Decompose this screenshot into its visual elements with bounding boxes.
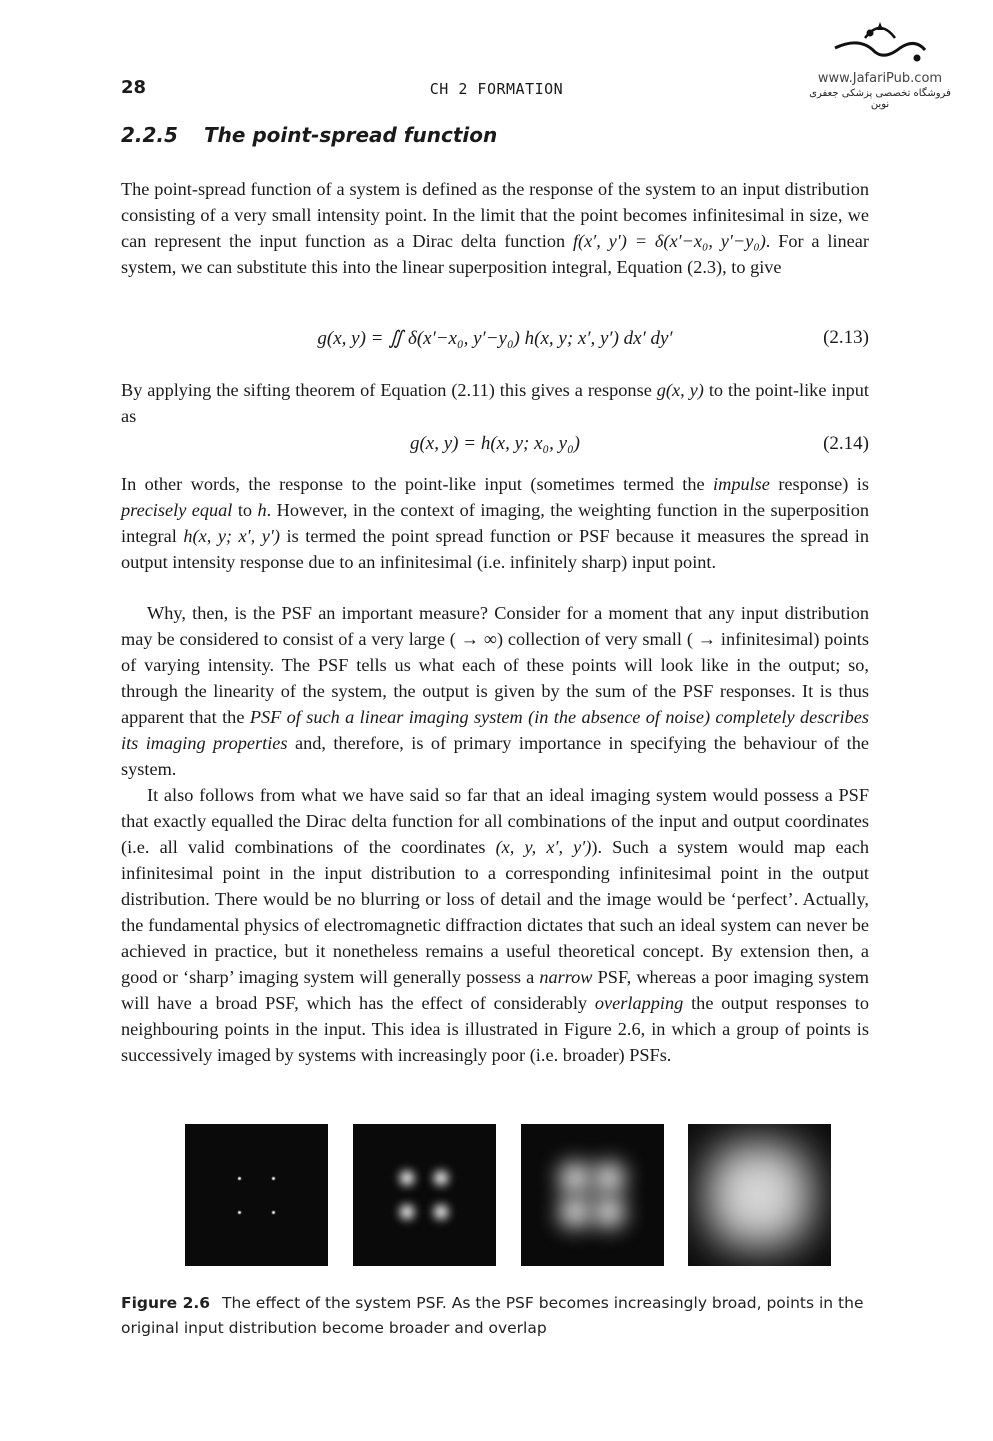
figure-label: Figure 2.6 <box>121 1294 211 1312</box>
psf-point <box>560 1197 591 1228</box>
section-number: 2.2.5 <box>121 123 178 147</box>
italic-text: PSF of such a linear imaging system (in the absence of noise) completely describes its imaging properties <box>121 707 869 753</box>
italic-text: precisely equal <box>121 500 233 520</box>
equation-number: (2.13) <box>823 327 869 348</box>
psf-point <box>594 1163 625 1194</box>
figure-caption <box>121 1291 869 1341</box>
equation-number: (2.14) <box>823 433 869 454</box>
psf-point <box>594 1197 625 1228</box>
text-segment: and, therefore, is of primary importance in specifying the behaviour of the system. <box>121 733 870 779</box>
paragraph-text <box>121 782 869 1068</box>
section-heading <box>121 123 497 147</box>
page-number: 28 <box>121 77 147 98</box>
equation-2-14 <box>121 433 869 463</box>
italic-text: narrow <box>539 967 593 987</box>
italic-text: impulse <box>713 474 770 494</box>
text-segment: It also follows from what we have said so far that an ideal imaging system would possess a PSF that exactly equalled the Dirac delta function for all combinations of the input and output coordinates (i.e. all valid combinations of the coordinates <box>121 785 869 857</box>
publisher-watermark <box>800 18 960 110</box>
italic-text: f(x′, y′) = δ(x′−x₀, y′−y₀) <box>572 231 766 251</box>
text-segment: In other words, the response to the point-like input (sometimes termed the <box>121 474 714 494</box>
psf-figure-panel-4 <box>688 1124 831 1266</box>
psf-point <box>238 1211 241 1214</box>
paragraph-3 <box>121 471 869 575</box>
paragraph-text <box>121 377 869 429</box>
text-segment: response) is <box>769 474 870 494</box>
paragraph-text <box>121 600 869 782</box>
text-segment: Why, then, is the PSF an important measure? Consider for a moment that any input distribution may be considered to consist of a very large ( → ∞) collection of very small ( → infinitesimal) points of varying intensity. The PSF tells us what each of these points will look like in the output; so, through the linearity of the system, the output is given by the sum of the PSF responses. It is thus apparent that the <box>121 603 869 727</box>
watermark-url: www.JafariPub.com <box>817 71 943 86</box>
psf-point <box>400 1171 413 1184</box>
equation-formula: g(x, y) = ∬ δ(x′−x₀, y′−y₀) h(x, y; x′, y′) dx′ dy′ <box>317 328 673 349</box>
italic-text: (x, y, x′, y′) <box>495 837 592 857</box>
paragraph-text <box>121 176 869 280</box>
psf-point <box>434 1171 447 1184</box>
psf-point <box>272 1177 275 1180</box>
watermark-tagline: فروشگاه تخصصی پزشکی جعفری نوین <box>809 88 951 110</box>
paragraph-1 <box>121 176 869 280</box>
text-segment: PSF, whereas a poor imaging system will have a broad PSF, which has the effect of considerably <box>121 967 869 1013</box>
psf-point <box>272 1211 275 1214</box>
psf-point <box>434 1205 447 1218</box>
psf-figure-panel-2 <box>353 1124 496 1266</box>
psf-point <box>743 1179 809 1245</box>
text-segment: the output responses to neighbouring points in the input. This idea is illustrated in Figure 2.6, in which a group of points is successively imaged by systems with increasingly poor (i.e. broader) PSFs. <box>121 993 869 1065</box>
text-segment: . For a linear system, we can substitute this into the linear superposition integral, Equation (2.3), to give <box>121 231 870 277</box>
text-segment: The point-spread function of a system is defined as the response of the system to an input distribution consisting of a very small intensity point. In the limit that the point becomes infinitesimal in size, we can represent the input function as a Dirac delta function <box>121 179 869 251</box>
psf-figure-panel-1 <box>185 1124 328 1266</box>
text-segment: to <box>232 500 258 520</box>
text-segment: . However, in the context of imaging, the weighting function in the superposition integral <box>121 500 869 546</box>
text-segment: is termed the point spread function or PSF because it measures the spread in output intensity response due to an infinitesimal (i.e. infinitely sharp) input point. <box>121 526 869 572</box>
psf-point <box>560 1163 591 1194</box>
paragraph-5 <box>121 782 869 1068</box>
equation-formula: g(x, y) = h(x, y; x₀, y₀) <box>409 433 581 454</box>
psf-figure-panel-3 <box>521 1124 664 1266</box>
equation-2-13 <box>121 327 869 357</box>
text-segment: By applying the sifting theorem of Equation (2.11) this gives a response <box>121 380 657 400</box>
italic-text: h <box>257 500 267 520</box>
text-segment: ). Such a system would map each infinitesimal point in the input distribution to a corresponding infinitesimal point in the output distribution. There would be no blurring or loss of detail and the image would be ‘perfect’. Actually, the fundamental physics of electromagnetic diffraction dictates that such an ideal system can never be achieved in practice, but it nonetheless remains a useful theoretical concept. By extension then, a good or ‘sharp’ imaging system will generally possess a <box>121 837 869 987</box>
paragraph-4 <box>121 600 869 782</box>
publisher-logo-icon <box>825 18 935 66</box>
psf-point <box>400 1205 413 1218</box>
paragraph-2 <box>121 377 869 429</box>
text-segment: to the point-like input as <box>121 380 869 426</box>
section-title: The point-spread function <box>203 123 498 147</box>
italic-text: g(x, y) <box>656 380 704 400</box>
running-head: CH 2 FORMATION <box>429 80 564 98</box>
figure-caption-text: The effect of the system PSF. As the PSF becomes increasingly broad, points in the original input distribution become broader and overlap <box>121 1294 864 1337</box>
italic-text: overlapping <box>594 993 684 1013</box>
paragraph-text <box>121 471 869 575</box>
psf-point <box>238 1177 241 1180</box>
italic-text: h(x, y; x′, y′) <box>183 526 280 546</box>
